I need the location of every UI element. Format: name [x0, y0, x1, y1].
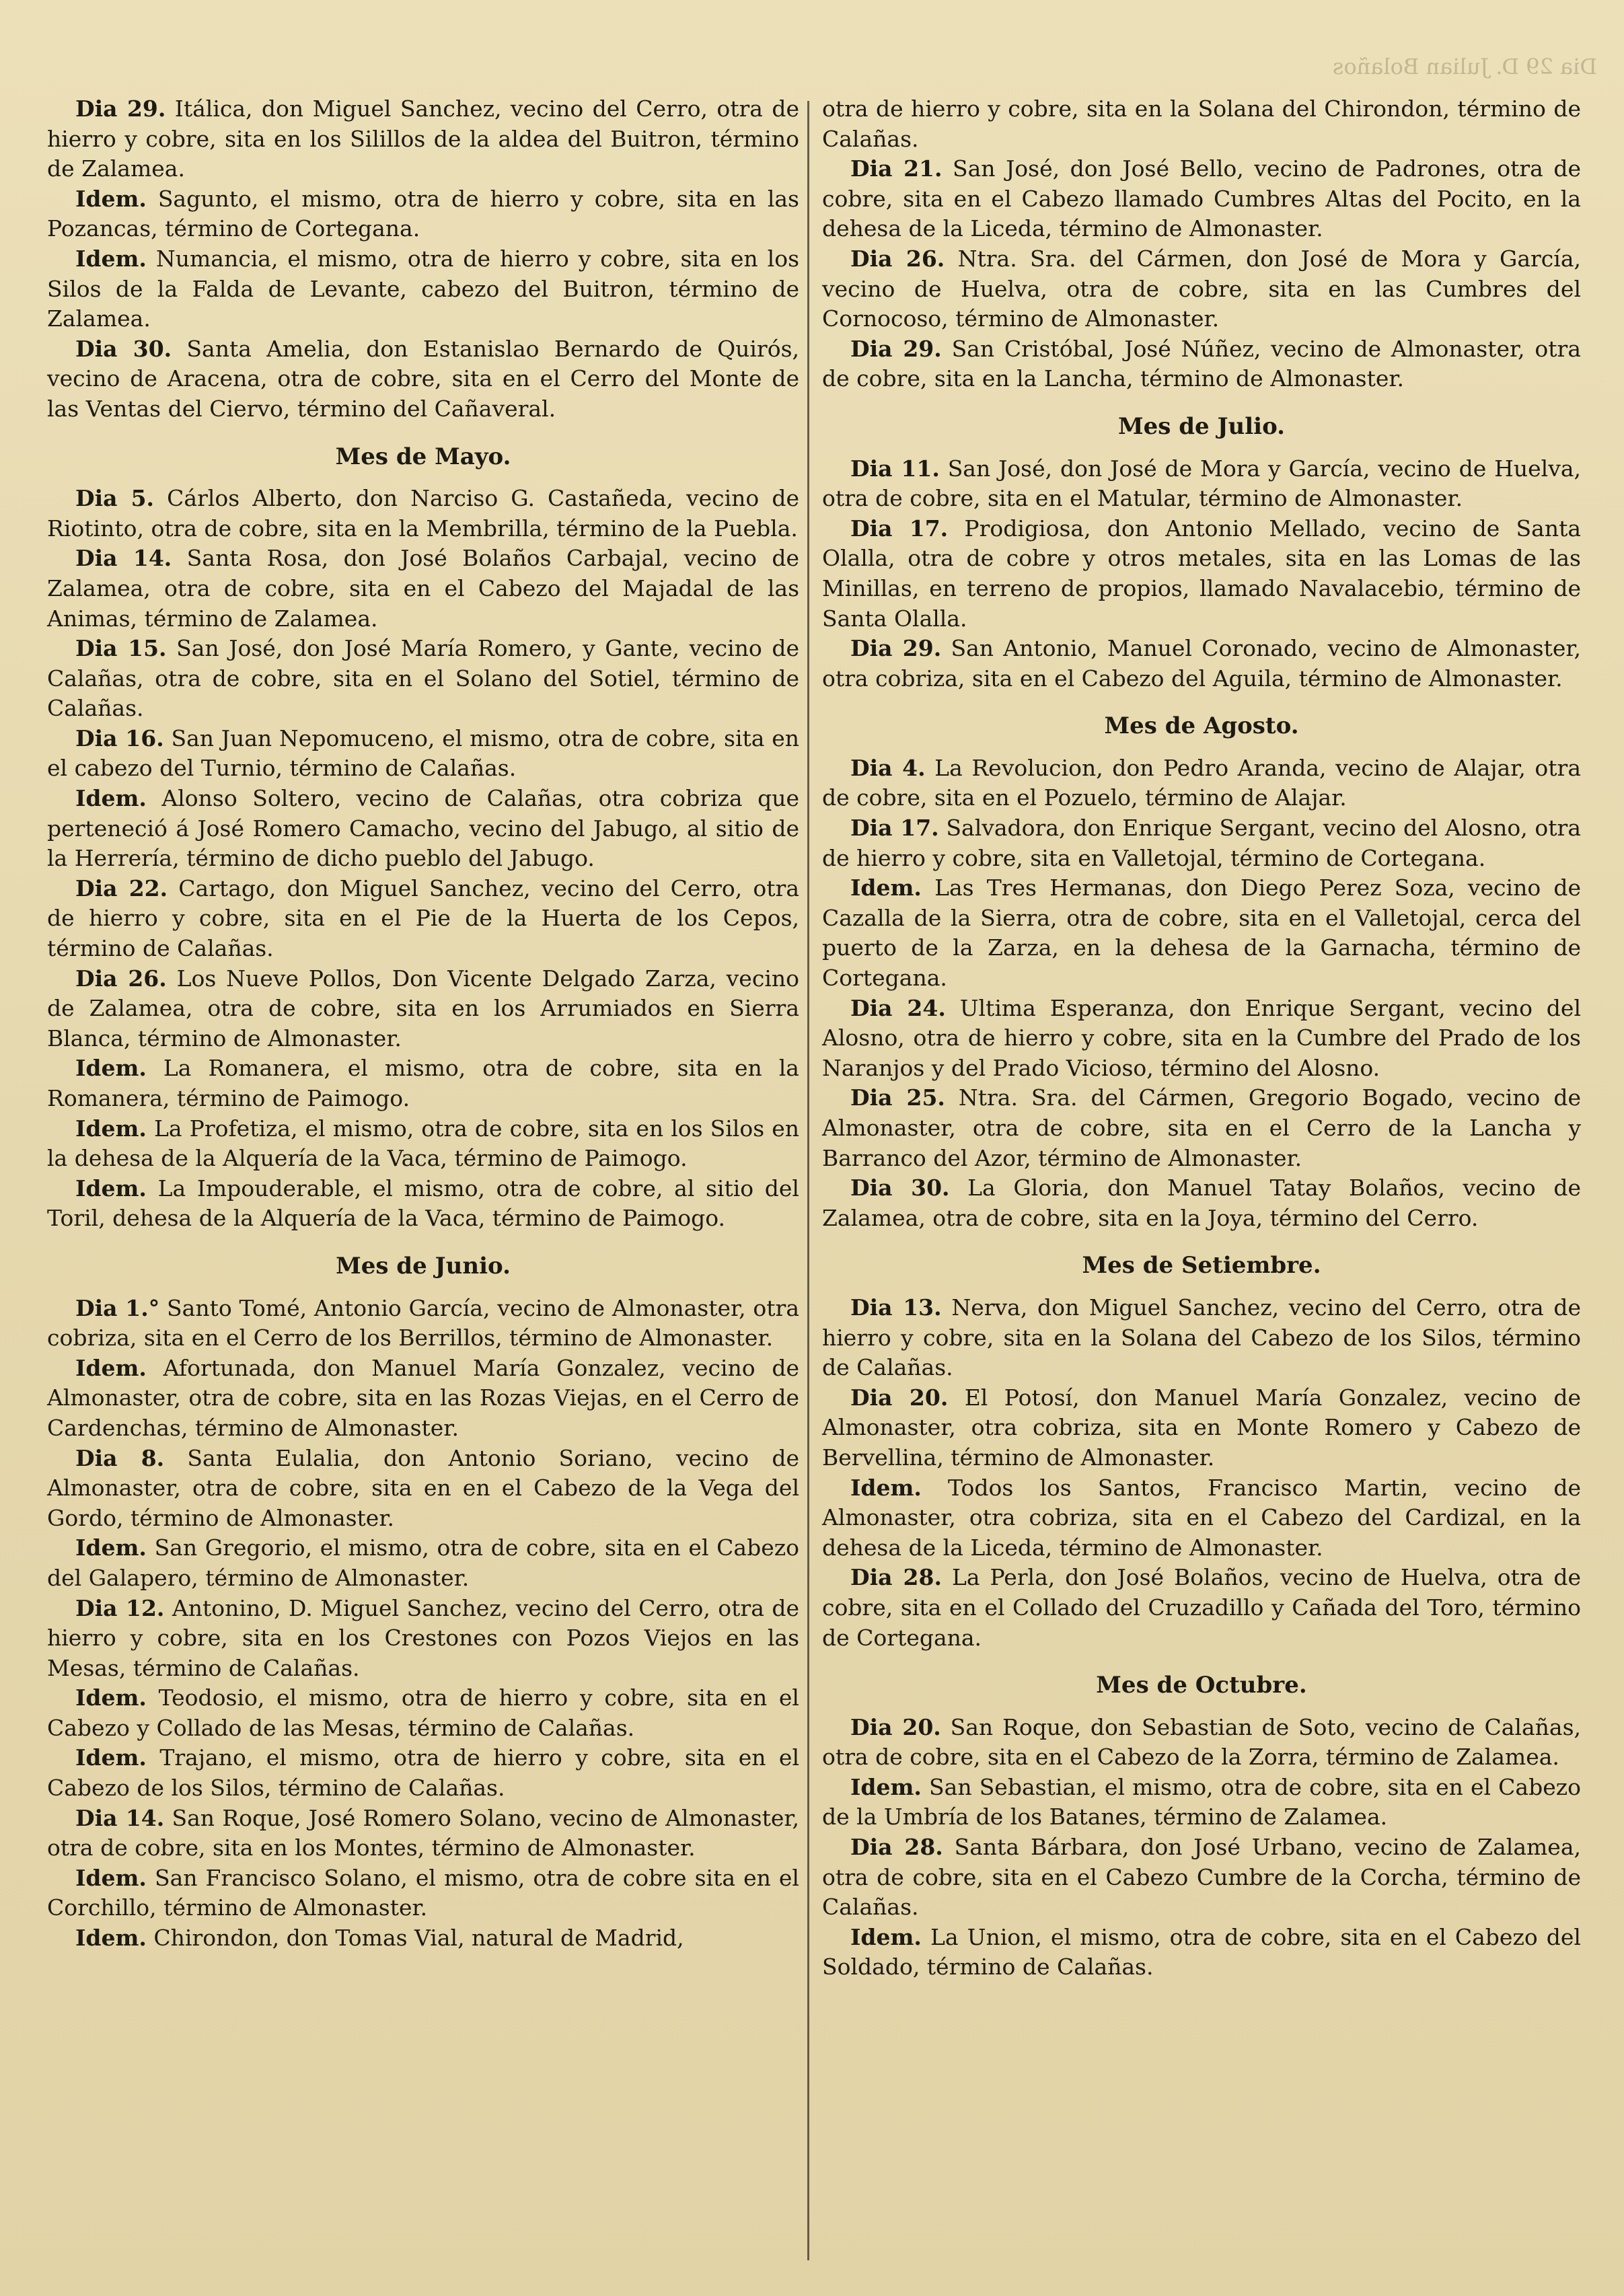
entry-date: Dia 13. [850, 1294, 942, 1321]
entry-date: Dia 22. [75, 875, 168, 901]
entry-date: Idem. [850, 1474, 922, 1501]
bleed-through-text: Dia 29 D. Julian Bolaños [1332, 54, 1597, 79]
concession-entry [47, 244, 799, 334]
entry-date: Idem. [850, 1923, 922, 1950]
entry-text: La Revolucion, don Pedro Aranda, vecino de Alajar, otra de cobre, sita en el Pozuelo, término de Alajar. [822, 754, 1581, 811]
entry-date: Idem. [75, 1925, 147, 1952]
entry-text: Ultima Esperanza, don Enrique Sergant, vecino del Alosno, otra de hierro y cobre, sita en la Cumbre del Prado de los Naranjos y del Prado Vicioso, término del Alosno. [822, 994, 1582, 1081]
entry-date: Idem. [75, 1744, 147, 1771]
concession-entry [47, 1114, 799, 1174]
entry-text: San Cristóbal, José Núñez, vecino de Almonaster, otra de cobre, sita en la Lancha, término de Almonaster. [822, 335, 1581, 392]
concession-entry [47, 1174, 799, 1234]
concession-entry [47, 484, 799, 544]
concession-entry [822, 454, 1581, 514]
entry-date: Dia 25. [850, 1084, 945, 1111]
entry-text: Cárlos Alberto, don Narciso G. Castañeda, vecino de Riotinto, otra de cobre, sita en la Membrilla, término de la Puebla. [47, 485, 800, 542]
month-heading: Mes de Octubre. [1096, 1672, 1307, 1699]
concession-entry [822, 1563, 1581, 1653]
concession-entry [47, 184, 799, 244]
entry-text: Itálica, don Miguel Sanchez, vecino del Cerro, otra de hierro y cobre, sita en los Silillos de la aldea del Buitron, término de Zalamea. [47, 96, 800, 182]
left-column [47, 94, 799, 1954]
month-heading: Mes de Mayo. [335, 443, 511, 470]
entry-date: Dia 29. [75, 96, 166, 122]
entry-date: Dia 14. [75, 545, 172, 572]
entry-date: Dia 16. [75, 725, 164, 751]
entry-date: Dia 14. [75, 1804, 165, 1831]
concession-entry [47, 544, 799, 634]
entry-date: Dia 20. [850, 1384, 949, 1411]
month-heading: Mes de Julio. [1117, 412, 1286, 440]
entry-text: Santa Eulalia, don Antonio Soriano, vecino de Almonaster, otra de cobre, sita en en el Cabezo de la Vega del Gordo, término de Almonaster. [47, 1444, 799, 1531]
concession-entry [47, 94, 799, 184]
entry-date: Idem. [75, 1055, 147, 1082]
entry-text: San Sebastian, el mismo, otra de cobre, sita en el Cabezo de la Umbría de los Batanes, término de Zalamea. [822, 1773, 1581, 1830]
concession-entry [47, 1354, 799, 1444]
concession-entry [47, 724, 799, 784]
entry-text: Los Nueve Pollos, Don Vicente Delgado Zarza, vecino de Zalamea, otra de cobre, sita en los Arrumiados en Sierra Blanca, término de Almonaster. [47, 965, 799, 1051]
entry-text: Ntra. Sra. del Cármen, Gregorio Bogado, vecino de Almonaster, otra de cobre, sita en el Cerro de la Lancha y Barranco del Azor, término de Almonaster. [822, 1084, 1581, 1171]
entry-text: San José, don José de Mora y García, vecino de Huelva, otra de cobre, sita en el Matular, término de Almonaster. [822, 455, 1582, 512]
entry-text: San Gregorio, el mismo, otra de cobre, sita en el Cabezo del Galapero, término de Almonaster. [47, 1534, 799, 1591]
entry-date: Dia 12. [75, 1594, 165, 1621]
entry-date: Dia 29. [850, 335, 942, 362]
concession-entry [822, 1923, 1581, 1983]
concession-entry [47, 1594, 799, 1684]
entry-text: La Union, el mismo, otra de cobre, sita en el Cabezo del Soldado, término de Calañas. [822, 1923, 1581, 1980]
concession-entry [822, 873, 1581, 993]
entry-date: Dia 26. [850, 245, 945, 272]
concession-entry [822, 994, 1581, 1084]
entry-date: Dia 21. [850, 155, 943, 182]
entry-text: Numancia, el mismo, otra de hierro y cobre, sita en los Silos de la Falda de Levante, cabezo del Buitron, término de Zalamea. [47, 245, 799, 332]
entry-date: Idem. [75, 1175, 147, 1201]
entry-date: Dia 17. [850, 515, 949, 542]
entry-text: Santa Amelia, don Estanislao Bernardo de Quirós, vecino de Aracena, otra de cobre, sita en el Cerro del Monte de las Ventas del Ciervo, término del Cañaveral. [47, 335, 799, 422]
entry-text: El Potosí, don Manuel María Gonzalez, vecino de Almonaster, otra cobriza, sita en Monte Romero y Cabezo de Bervellina, término de Almonaster. [822, 1384, 1582, 1471]
entry-text: otra de hierro y cobre, sita en la Solana del Chirondon, término de Calañas. [822, 96, 1581, 152]
entry-date: Dia 20. [850, 1713, 941, 1740]
concession-entry [47, 1294, 799, 1354]
entry-text: San José, don José Bello, vecino de Padrones, otra de cobre, sita en el Cabezo llamado Cumbres Altas del Pocito, en la dehesa de la Liceda, término de Almonaster. [822, 155, 1581, 242]
concession-entry [822, 94, 1581, 154]
entry-text: San Antonio, Manuel Coronado, vecino de Almonaster, otra cobriza, sita en el Cabezo del Aguila, término de Almonaster. [822, 635, 1581, 692]
concession-entry [47, 1923, 799, 1954]
entry-date: Dia 29. [850, 635, 942, 662]
entry-date: Dia 8. [75, 1444, 165, 1471]
concession-entry [822, 1173, 1581, 1233]
concession-entry [822, 334, 1581, 394]
entry-date: Dia 24. [850, 994, 946, 1021]
entry-date: Idem. [850, 1773, 922, 1800]
entry-text: Sagunto, el mismo, otra de hierro y cobre, sita en las Pozancas, término de Cortegana. [47, 185, 799, 242]
entry-date: Dia 17. [850, 815, 939, 842]
concession-entry [822, 514, 1581, 634]
concession-entry [47, 634, 799, 724]
concession-entry [822, 1383, 1581, 1473]
concession-entry [822, 1832, 1581, 1923]
entry-date: Dia 28. [850, 1834, 943, 1861]
entry-text: San Roque, don Sebastian de Soto, vecino de Calañas, otra de cobre, sita en el Cabezo de la Zorra, término de Zalamea. [822, 1713, 1581, 1771]
entry-date: Dia 11. [850, 455, 940, 482]
entry-text: Todos los Santos, Francisco Martin, vecino de Almonaster, otra cobriza, sita en el Cabezo del Cardizal, en la dehesa de la Liceda, término de Almonaster. [822, 1474, 1581, 1561]
entry-date: Dia 15. [75, 635, 167, 662]
entry-date: Dia 30. [75, 335, 172, 362]
entry-text: Trajano, el mismo, otra de hierro y cobre, sita en el Cabezo de los Silos, término de Calañas. [47, 1744, 799, 1802]
concession-entry [47, 1533, 799, 1593]
entry-date: Dia 1.° [75, 1294, 160, 1321]
entry-text: Cartago, don Miguel Sanchez, vecino del Cerro, otra de hierro y cobre, sita en el Pie de la Huerta de los Cepos, término de Calañas. [47, 875, 799, 962]
concession-entry [822, 753, 1581, 813]
entry-text: San Juan Nepomuceno, el mismo, otra de cobre, sita en el cabezo del Turnio, término de Calañas. [47, 725, 799, 782]
entry-text: Salvadora, don Enrique Sergant, vecino del Alosno, otra de hierro y cobre, sita en Valletojal, término de Cortegana. [822, 815, 1582, 871]
entry-text: Teodosio, el mismo, otra de hierro y cobre, sita en el Cabezo y Collado de las Mesas, término de Calañas. [47, 1684, 799, 1741]
column-rule [807, 101, 809, 2260]
entry-date: Idem. [75, 1684, 147, 1711]
concession-entry [822, 813, 1581, 873]
concession-entry [822, 1713, 1581, 1773]
entry-text: Santo Tomé, Antonio García, vecino de Almonaster, otra cobriza, sita en el Cerro de los Berrillos, término de Almonaster. [47, 1294, 799, 1351]
entry-text: Alonso Soltero, vecino de Calañas, otra cobriza que perteneció á José Romero Camacho, vecino del Jabugo, al sitio de la Herrería, término de dicho pueblo del Jabugo. [47, 785, 799, 872]
concession-entry [47, 1444, 799, 1534]
concession-entry [47, 784, 799, 874]
entry-text: La Romanera, el mismo, otra de cobre, sita en la Romanera, término de Paimogo. [47, 1055, 799, 1111]
entry-text: Nerva, don Miguel Sanchez, vecino del Cerro, otra de hierro y cobre, sita en la Solana del Cabezo de los Silos, término de Calañas. [822, 1294, 1581, 1381]
concession-entry [47, 1743, 799, 1803]
entry-date: Idem. [75, 1115, 147, 1142]
entry-text: La Profetiza, el mismo, otra de cobre, sita en los Silos en la dehesa de la Alquería de la Vaca, término de Paimogo. [47, 1115, 799, 1172]
concession-entry [822, 1293, 1581, 1383]
entry-date: Idem. [75, 245, 147, 272]
entry-text: Chirondon, don Tomas Vial, natural de Madrid, [153, 1925, 684, 1952]
concession-entry [47, 334, 799, 424]
entry-text: Antonino, D. Miguel Sanchez, vecino del Cerro, otra de hierro y cobre, sita en los Crestones con Pozos Viejos en las Mesas, término de Calañas. [47, 1594, 800, 1681]
concession-entry [47, 1683, 799, 1743]
right-column [822, 94, 1581, 1983]
entry-text: San Francisco Solano, el mismo, otra de cobre sita en el Corchillo, término de Almonaster. [47, 1864, 799, 1921]
entry-text: La Perla, don José Bolaños, vecino de Huelva, otra de cobre, sita en el Collado del Cruzadillo y Cañada del Toro, término de Cortegana. [822, 1564, 1582, 1651]
entry-date: Dia 5. [75, 485, 155, 512]
concession-entry [47, 1863, 799, 1923]
entry-date: Idem. [75, 785, 147, 812]
entry-date: Idem. [75, 1354, 147, 1381]
entry-date: Dia 26. [75, 965, 167, 992]
entry-text: Las Tres Hermanas, don Diego Perez Soza, vecino de Cazalla de la Sierra, otra de cobre, sita en el Valletojal, cerca del puerto de la Zarza, en la dehesa de la Garnacha, término de Cortegana. [822, 875, 1581, 992]
concession-entry [822, 1773, 1581, 1832]
concession-entry [822, 634, 1581, 694]
concession-entry [822, 154, 1581, 244]
entry-date: Idem. [75, 185, 147, 212]
entry-text: San Roque, José Romero Solano, vecino de Almonaster, otra de cobre, sita en los Montes, término de Almonaster. [47, 1804, 799, 1861]
concession-entry [47, 874, 799, 964]
entry-text: Prodigiosa, don Antonio Mellado, vecino de Santa Olalla, otra de cobre y otros metales, sita en las Lomas de las Minillas, en terreno de propios, llamado Navalacebio, término de Santa Olalla. [822, 515, 1582, 632]
concession-entry [47, 964, 799, 1054]
entry-date: Dia 4. [850, 754, 926, 781]
entry-date: Idem. [75, 1534, 147, 1561]
entry-text: La Gloria, don Manuel Tatay Bolaños, vecino de Zalamea, otra de cobre, sita en la Joya, término del Cerro. [822, 1175, 1582, 1231]
entry-date: Dia 30. [850, 1175, 950, 1201]
month-heading: Mes de Setiembre. [1082, 1252, 1321, 1280]
concession-entry [822, 1083, 1581, 1173]
entry-text: Afortunada, don Manuel María Gonzalez, vecino de Almonaster, otra de cobre, sita en las Rozas Viejas, en el Cerro de Cardenchas, término de Almonaster. [47, 1354, 799, 1441]
entry-text: Ntra. Sra. del Cármen, don José de Mora y García, vecino de Huelva, otra de cobre, sita en las Cumbres del Cornocoso, término de Almonaster. [822, 245, 1581, 332]
month-heading: Mes de Agosto. [1104, 712, 1299, 740]
entry-text: La Impouderable, el mismo, otra de cobre, al sitio del Toril, dehesa de la Alquería de la Vaca, término de Paimogo. [47, 1175, 799, 1232]
entry-date: Dia 28. [850, 1564, 942, 1591]
concession-entry [47, 1053, 799, 1113]
entry-text: Santa Rosa, don José Bolaños Carbajal, vecino de Zalamea, otra de cobre, sita en el Cabezo del Majadal de las Animas, término de Zalamea. [47, 545, 800, 632]
entry-date: Idem. [850, 875, 922, 901]
entry-text: San José, don José María Romero, y Gante, vecino de Calañas, otra de cobre, sita en el Solano del Sotiel, término de Calañas. [47, 635, 799, 722]
entry-date: Idem. [75, 1864, 147, 1891]
month-heading: Mes de Junio. [336, 1252, 511, 1280]
concession-entry [822, 244, 1581, 334]
concession-entry [47, 1804, 799, 1863]
concession-entry [822, 1473, 1581, 1563]
entry-text: Santa Bárbara, don José Urbano, vecino de Zalamea, otra de cobre, sita en el Cabezo Cumbre de la Corcha, término de Calañas. [822, 1834, 1581, 1921]
